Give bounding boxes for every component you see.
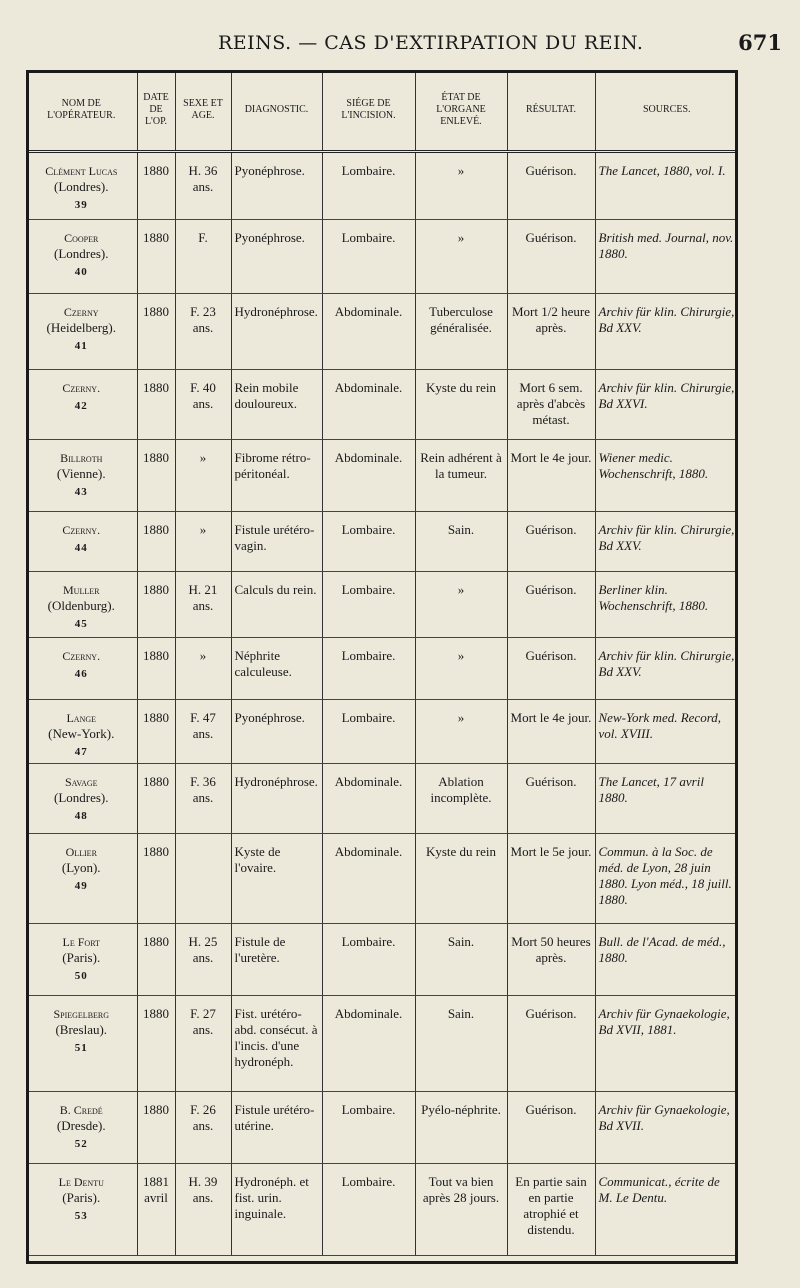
case-number: 52 — [74, 1138, 88, 1150]
cell-state: » — [415, 152, 507, 220]
cell-diagnostic: Fistule de l'uretère. — [231, 924, 322, 996]
cell-incision: Lombaire. — [322, 152, 415, 220]
header-operateur: NOM DE L'OPÉRATEUR. — [26, 70, 137, 152]
cell-diagnostic: Pyonéphrose. — [231, 700, 322, 764]
case-number: 41 — [74, 340, 88, 352]
cell-result: Mort le 4e jour. — [507, 700, 595, 764]
cell-sex-age: » — [175, 440, 231, 512]
cell-incision: Abdominale. — [322, 996, 415, 1092]
cell-source: The Lancet, 17 avril 1880. — [595, 764, 738, 834]
cell-result: Mort 6 sem. après d'abcès métast. — [507, 370, 595, 440]
cell-incision: Lombaire. — [322, 1092, 415, 1164]
cell-result: Guérison. — [507, 764, 595, 834]
page-number: 671 — [738, 30, 782, 55]
header-etat-organe: ÉTAT DE L'ORGANE ENLEVÉ. — [415, 70, 507, 152]
operator-name: Czerny. — [62, 523, 101, 537]
cell-diagnostic: Pyonéphrose. — [231, 220, 322, 294]
running-head — [0, 28, 800, 58]
header-resultat: RÉSULTAT. — [507, 70, 595, 152]
operator-place: (Dresde). — [56, 1118, 106, 1133]
cell-diagnostic: Rein mobile douloureux. — [231, 370, 322, 440]
header-sexe-age: SEXE ET AGE. — [175, 70, 231, 152]
header-incision: SIÉGE DE L'INCISION. — [322, 70, 415, 152]
cell-result: Mort 50 heures après. — [507, 924, 595, 996]
cell-date: 1880 — [137, 700, 175, 764]
operator-name: Cooper — [64, 231, 99, 245]
cell-date: 1880 — [137, 1092, 175, 1164]
operator-name: Muller — [63, 583, 100, 597]
cell-result: Guérison. — [507, 220, 595, 294]
cell-date: 1880 — [137, 370, 175, 440]
cell-state: Sain. — [415, 512, 507, 572]
operator-name: Czerny — [63, 305, 99, 319]
cell-date: 1880 — [137, 512, 175, 572]
cell-incision: Lombaire. — [322, 700, 415, 764]
cell-date: 1880 — [137, 572, 175, 638]
cell-sex-age: F. 36 ans. — [175, 764, 231, 834]
cell-diagnostic: Hydronéphrose. — [231, 294, 322, 370]
operator-name: Lange — [66, 711, 97, 725]
cell-diagnostic: Fistule urétéro-utérine. — [231, 1092, 322, 1164]
cell-source: Berliner klin. Wochenschrift, 1880. — [595, 572, 738, 638]
cell-result: Mort le 5e jour. — [507, 834, 595, 924]
header-date: DATE DE L'OP. — [137, 70, 175, 152]
cell-diagnostic: Fistule urétéro-vagin. — [231, 512, 322, 572]
cell-result: Guérison. — [507, 638, 595, 700]
cell-incision: Abdominale. — [322, 440, 415, 512]
operator-name: Le Fort — [62, 935, 100, 949]
cell-sex-age: H. 25 ans. — [175, 924, 231, 996]
cell-source: Archiv für Gynaekologie, Bd XVII, 1881. — [595, 996, 738, 1092]
cell-sex-age: F. 47 ans. — [175, 700, 231, 764]
cell-incision: Lombaire. — [322, 924, 415, 996]
operator-place: (Londres). — [53, 790, 109, 805]
case-number: 45 — [74, 618, 88, 630]
header-diagnostic: DIAGNOSTIC. — [231, 70, 322, 152]
cell-state: Ablation incomplète. — [415, 764, 507, 834]
operator-name: Czerny. — [62, 381, 101, 395]
cell-date: 1880 — [137, 764, 175, 834]
cell-sex-age: F. 26 ans. — [175, 1092, 231, 1164]
cell-result: Guérison. — [507, 152, 595, 220]
cell-date: 1880 — [137, 440, 175, 512]
operator-place: (Londres). — [53, 179, 109, 194]
operator-name: B. Credé — [59, 1103, 103, 1117]
cell-date: 1880 — [137, 294, 175, 370]
cell-diagnostic: Calculs du rein. — [231, 572, 322, 638]
cell-diagnostic: Fist. urétéro-abd. consécut. à l'incis. d'une hydronéph. — [231, 996, 322, 1092]
cell-incision: Lombaire. — [322, 638, 415, 700]
operator-name: Billroth — [60, 451, 103, 465]
cell-incision: Abdominale. — [322, 764, 415, 834]
cell-source: Archiv für klin. Chirurgie, Bd XXV. — [595, 638, 738, 700]
cell-date: 1881 avril — [137, 1164, 175, 1256]
operator-place: (Heidelberg). — [46, 320, 116, 335]
cell-state: Pyélo-néphrite. — [415, 1092, 507, 1164]
case-number: 53 — [74, 1210, 88, 1222]
case-number: 42 — [74, 400, 88, 412]
operator-place: (Londres). — [53, 246, 109, 261]
cell-result: En partie sain en partie atrophié et distendu. — [507, 1164, 595, 1256]
cell-state: Rein adhérent à la tumeur. — [415, 440, 507, 512]
case-number: 47 — [74, 746, 88, 758]
cell-date: 1880 — [137, 924, 175, 996]
cell-result: Guérison. — [507, 512, 595, 572]
case-number: 51 — [74, 1042, 88, 1054]
cell-source: Archiv für klin. Chirurgie, Bd XXV. — [595, 294, 738, 370]
cell-incision: Lombaire. — [322, 512, 415, 572]
operator-name: Czerny. — [62, 649, 101, 663]
cell-date: 1880 — [137, 996, 175, 1092]
operator-name: Ollier — [65, 845, 97, 859]
cell-source: Archiv für klin. Chirurgie, Bd XXVI. — [595, 370, 738, 440]
case-number: 40 — [74, 266, 88, 278]
cell-source: Communicat., écrite de M. Le Dentu. — [595, 1164, 738, 1256]
cell-result: Guérison. — [507, 1092, 595, 1164]
cell-state: Sain. — [415, 996, 507, 1092]
operator-place: (Vienne). — [56, 466, 106, 481]
case-number: 50 — [74, 970, 88, 982]
cell-sex-age: H. 36 ans. — [175, 152, 231, 220]
cell-state: » — [415, 638, 507, 700]
operator-name: Le Dentu — [58, 1175, 104, 1189]
operator-name: Clément Lucas — [45, 164, 118, 178]
case-number: 39 — [74, 199, 88, 211]
cell-diagnostic: Néphrite calculeuse. — [231, 638, 322, 700]
header-sources: SOURCES. — [595, 70, 738, 152]
cell-sex-age: H. 21 ans. — [175, 572, 231, 638]
operator-place: (Lyon). — [61, 860, 101, 875]
cell-source: Archiv für klin. Chirurgie, Bd XXV. — [595, 512, 738, 572]
cell-result: Guérison. — [507, 572, 595, 638]
cell-state: Tout va bien après 28 jours. — [415, 1164, 507, 1256]
case-number: 43 — [74, 486, 88, 498]
cell-sex-age: » — [175, 512, 231, 572]
cell-sex-age: H. 39 ans. — [175, 1164, 231, 1256]
cell-diagnostic: Hydronéph. et fist. urin. inguinale. — [231, 1164, 322, 1256]
cell-source: Archiv für Gynaekologie, Bd XVII. — [595, 1092, 738, 1164]
operator-place: (Paris). — [62, 950, 101, 965]
case-number: 49 — [74, 880, 88, 892]
cell-diagnostic: Pyonéphrose. — [231, 152, 322, 220]
cell-sex-age: F. 40 ans. — [175, 370, 231, 440]
table-frame — [26, 70, 738, 1264]
cell-incision: Abdominale. — [322, 294, 415, 370]
cell-sex-age: F. — [175, 220, 231, 294]
operator-place: (Paris). — [62, 1190, 101, 1205]
cell-source: Bull. de l'Acad. de méd., 1880. — [595, 924, 738, 996]
cell-source: Commun. à la Soc. de méd. de Lyon, 28 juin 1880. Lyon méd., 18 juill. 1880. — [595, 834, 738, 924]
cell-sex-age: » — [175, 638, 231, 700]
cell-result: Mort le 4e jour. — [507, 440, 595, 512]
operator-place: (Oldenburg). — [47, 598, 115, 613]
operator-name: Spiegelberg — [53, 1007, 110, 1021]
operator-name: Savage — [64, 775, 98, 789]
cell-diagnostic: Fibrome rétro-péritonéal. — [231, 440, 322, 512]
cell-state: » — [415, 572, 507, 638]
cell-sex-age: F. 27 ans. — [175, 996, 231, 1092]
cell-source: The Lancet, 1880, vol. I. — [595, 152, 738, 220]
case-number: 48 — [74, 810, 88, 822]
cell-diagnostic: Kyste de l'ovaire. — [231, 834, 322, 924]
operator-place: (Breslau). — [55, 1022, 108, 1037]
cell-result: Mort 1/2 heure après. — [507, 294, 595, 370]
cell-state: » — [415, 700, 507, 764]
case-number: 44 — [74, 542, 88, 554]
cell-diagnostic: Hydronéphrose. — [231, 764, 322, 834]
cell-state: Tuberculose généralisée. — [415, 294, 507, 370]
cell-source: New-York med. Record, vol. XVIII. — [595, 700, 738, 764]
cell-date: 1880 — [137, 638, 175, 700]
case-number: 46 — [74, 668, 88, 680]
cell-date: 1880 — [137, 834, 175, 924]
cell-sex-age: F. 23 ans. — [175, 294, 231, 370]
cell-incision: Abdominale. — [322, 370, 415, 440]
cell-incision: Lombaire. — [322, 220, 415, 294]
cell-state: Kyste du rein — [415, 370, 507, 440]
cell-incision: Lombaire. — [322, 572, 415, 638]
cell-result: Guérison. — [507, 996, 595, 1092]
cell-incision: Abdominale. — [322, 834, 415, 924]
cell-source: British med. Journal, nov. 1880. — [595, 220, 738, 294]
cell-date: 1880 — [137, 220, 175, 294]
cell-state: » — [415, 220, 507, 294]
cell-source: Wiener medic. Wochenschrift, 1880. — [595, 440, 738, 512]
cell-state: Kyste du rein — [415, 834, 507, 924]
running-head-title: REINS. — CAS D'EXTIRPATION DU REIN. — [218, 32, 644, 54]
operator-place: (New-York). — [48, 726, 115, 741]
cell-state: Sain. — [415, 924, 507, 996]
cell-incision: Lombaire. — [322, 1164, 415, 1256]
cell-date: 1880 — [137, 152, 175, 220]
